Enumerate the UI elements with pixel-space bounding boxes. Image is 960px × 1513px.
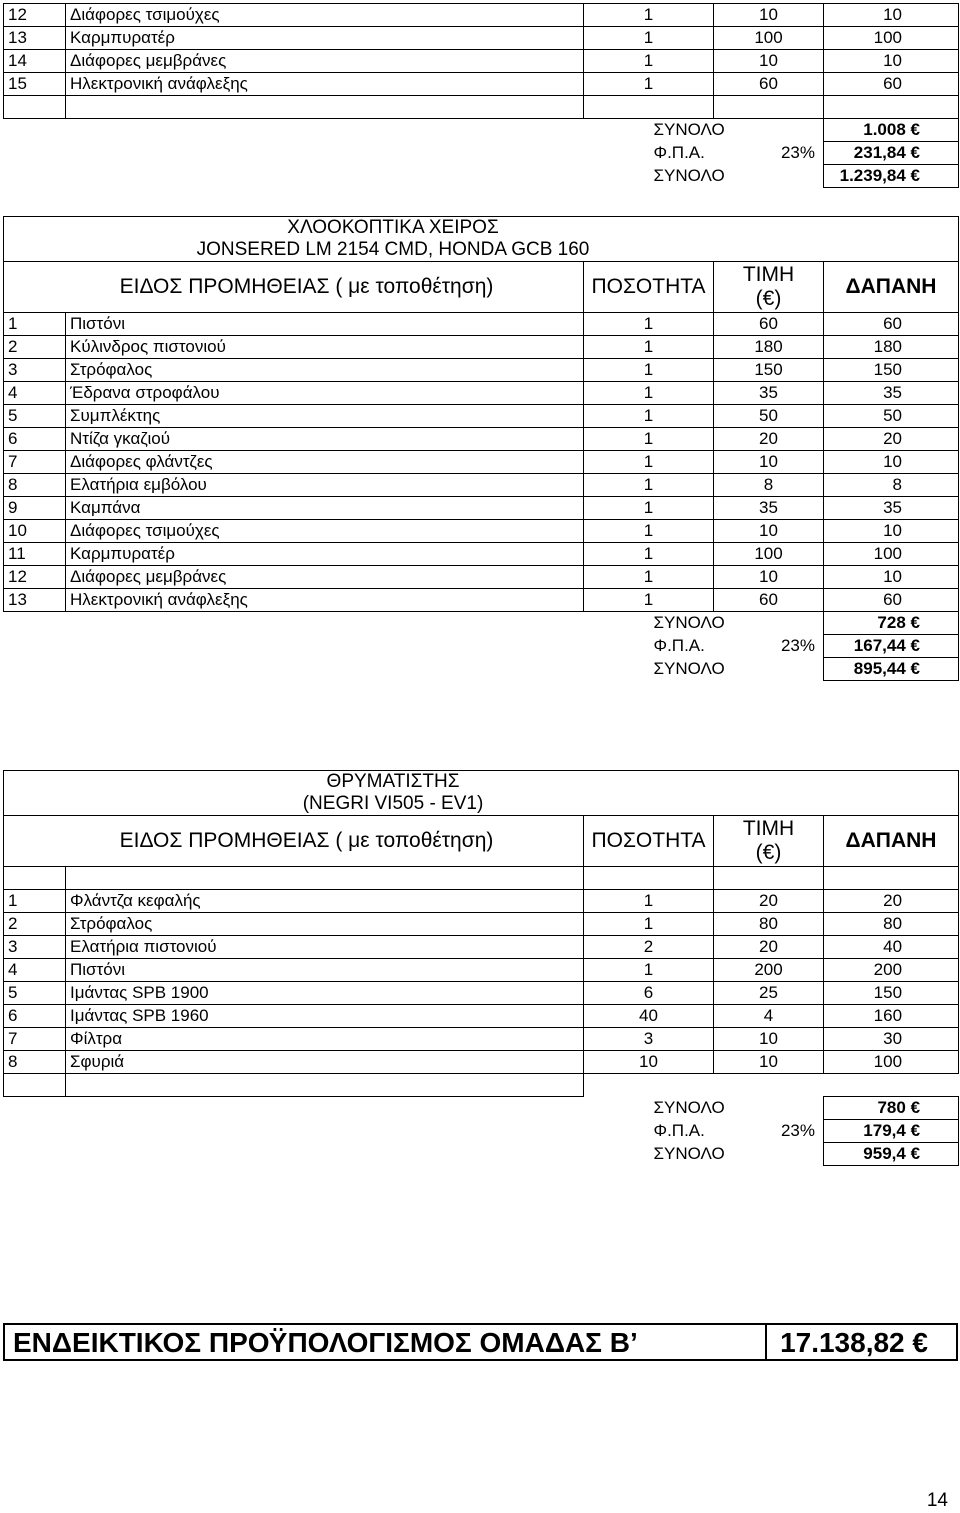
total-value: 895,44 €	[824, 658, 959, 681]
row-cost: 150	[824, 359, 959, 382]
row-price: 20	[714, 890, 824, 913]
row-number: 12	[4, 566, 66, 589]
row-item: Στρόφαλος	[66, 359, 584, 382]
sum-label: ΣΥΝΟΛΟ	[653, 1098, 725, 1117]
row-qty: 1	[584, 451, 714, 474]
row-price: 20	[714, 936, 824, 959]
row-qty: 1	[584, 566, 714, 589]
total-value: 959,4 €	[824, 1143, 959, 1166]
row-cost: 180	[824, 336, 959, 359]
row-qty: 1	[584, 27, 714, 50]
row-qty: 3	[584, 1028, 714, 1051]
vat-value: 231,84 €	[824, 142, 959, 165]
row-price: 20	[714, 428, 824, 451]
vat-label: Φ.Π.Α.	[653, 636, 705, 655]
row-number: 1	[4, 313, 66, 336]
row-cost: 10	[824, 520, 959, 543]
row-number: 10	[4, 520, 66, 543]
row-number: 8	[4, 1051, 66, 1074]
table-row	[4, 4, 959, 27]
table-row	[4, 566, 959, 589]
total-label: ΣΥΝΟΛΟ	[653, 1144, 725, 1163]
row-cost: 50	[824, 405, 959, 428]
row-item: Κύλινδρος πιστονιού	[66, 336, 584, 359]
row-price: 80	[714, 913, 824, 936]
row-item: Φλάντζα κεφαλής	[66, 890, 584, 913]
row-qty: 1	[584, 359, 714, 382]
table-row	[4, 543, 959, 566]
row-price: 10	[714, 520, 824, 543]
sum-value: 728 €	[824, 612, 959, 635]
row-qty: 40	[584, 1005, 714, 1028]
row-number: 13	[4, 589, 66, 612]
row-price: 4	[714, 1005, 824, 1028]
row-number: 5	[4, 982, 66, 1005]
row-price: 35	[714, 497, 824, 520]
row-number: 3	[4, 936, 66, 959]
row-number: 6	[4, 428, 66, 451]
row-cost: 100	[824, 1051, 959, 1074]
row-qty: 1	[584, 589, 714, 612]
row-price: 10	[714, 451, 824, 474]
row-item: Πιστόνι	[66, 959, 584, 982]
row-price: 35	[714, 382, 824, 405]
row-item: Ηλεκτρονική ανάφλεξης	[66, 73, 584, 96]
row-qty: 10	[584, 1051, 714, 1074]
row-item: Διάφορες μεμβράνες	[66, 50, 584, 73]
row-cost: 60	[824, 73, 959, 96]
table-shredder	[3, 770, 959, 1166]
row-cost: 10	[824, 451, 959, 474]
row-item: Ελατήρια εμβόλου	[66, 474, 584, 497]
row-item: Στρόφαλος	[66, 913, 584, 936]
sum-label: ΣΥΝΟΛΟ	[653, 120, 725, 140]
table-row	[4, 520, 959, 543]
table-row	[4, 497, 959, 520]
table-row	[4, 890, 959, 913]
row-item: Ιμάντας SPB 1900	[66, 982, 584, 1005]
row-number: 2	[4, 913, 66, 936]
vat-rate: 23%	[780, 143, 815, 162]
header-cost: ΔΑΠΑΝΗ	[824, 816, 959, 867]
vat-label: Φ.Π.Α.	[653, 1121, 705, 1140]
row-number: 4	[4, 382, 66, 405]
row-cost: 100	[824, 27, 959, 50]
row-number: 3	[4, 359, 66, 382]
row-cost: 30	[824, 1028, 959, 1051]
table-row	[4, 359, 959, 382]
table-row	[4, 959, 959, 982]
page-number: 14	[926, 1490, 948, 1511]
row-item: Καρμπυρατέρ	[66, 543, 584, 566]
header-price: ΤΙΜΗ (€)	[714, 816, 824, 867]
sum-value: 780 €	[824, 1097, 959, 1120]
section-title: ΧΛΟΟΚΟΠΤΙΚΑ ΧΕΙΡΟΣ	[4, 217, 959, 240]
row-price: 200	[714, 959, 824, 982]
header-qty: ΠΟΣΟΤΗΤΑ	[584, 816, 714, 867]
table-row	[4, 1051, 959, 1074]
row-price: 25	[714, 982, 824, 1005]
vat-rate: 23%	[780, 1121, 815, 1140]
header-cost: ΔΑΠΑΝΗ	[824, 262, 959, 313]
row-qty: 1	[584, 4, 714, 27]
row-price: 50	[714, 405, 824, 428]
header-item: ΕΙΔΟΣ ΠΡΟΜΗΘΕΙΑΣ ( με τοποθέτηση)	[4, 816, 584, 867]
row-number: 5	[4, 405, 66, 428]
row-number: 4	[4, 959, 66, 982]
row-cost: 40	[824, 936, 959, 959]
row-qty: 1	[584, 474, 714, 497]
row-item: Διάφορες τσιμούχες	[66, 520, 584, 543]
row-item: Συμπλέκτης	[66, 405, 584, 428]
row-item: Ντίζα γκαζιού	[66, 428, 584, 451]
table-continuation	[3, 3, 959, 188]
row-cost: 60	[824, 589, 959, 612]
row-number: 12	[4, 4, 66, 27]
row-cost: 60	[824, 313, 959, 336]
row-item: Ηλεκτρονική ανάφλεξης	[66, 589, 584, 612]
row-cost: 200	[824, 959, 959, 982]
row-qty: 1	[584, 520, 714, 543]
row-cost: 10	[824, 566, 959, 589]
row-number: 1	[4, 890, 66, 913]
row-price: 100	[714, 27, 824, 50]
row-number: 9	[4, 497, 66, 520]
table-row	[4, 936, 959, 959]
table-row	[4, 982, 959, 1005]
row-cost: 35	[824, 497, 959, 520]
row-cost: 150	[824, 982, 959, 1005]
table-row	[4, 589, 959, 612]
row-cost: 20	[824, 890, 959, 913]
vat-label: Φ.Π.Α.	[653, 143, 705, 162]
table-row	[4, 313, 959, 336]
row-qty: 2	[584, 936, 714, 959]
row-qty: 1	[584, 382, 714, 405]
row-cost: 80	[824, 913, 959, 936]
row-number: 2	[4, 336, 66, 359]
row-item: Καμπάνα	[66, 497, 584, 520]
vat-value: 179,4 €	[824, 1120, 959, 1143]
row-price: 60	[714, 313, 824, 336]
table-row	[4, 474, 959, 497]
table-row	[4, 336, 959, 359]
row-item: Καρμπυρατέρ	[66, 27, 584, 50]
row-qty: 1	[584, 959, 714, 982]
row-item: Έδρανα στροφάλου	[66, 382, 584, 405]
header-qty: ΠΟΣΟΤΗΤΑ	[584, 262, 714, 313]
row-cost: 160	[824, 1005, 959, 1028]
grand-total-box	[3, 1323, 958, 1361]
section-subtitle: JONSERED LM 2154 CMD, HONDA GCB 160	[4, 239, 959, 262]
row-qty: 1	[584, 497, 714, 520]
row-item: Διάφορες φλάντζες	[66, 451, 584, 474]
header-price: ΤΙΜΗ (€)	[714, 262, 824, 313]
row-qty: 1	[584, 50, 714, 73]
row-number: 11	[4, 543, 66, 566]
row-qty: 1	[584, 913, 714, 936]
sum-value: 1.008 €	[824, 119, 959, 142]
table-row	[4, 27, 959, 50]
vat-value: 167,44 €	[824, 635, 959, 658]
table-row	[4, 913, 959, 936]
row-cost: 10	[824, 50, 959, 73]
vat-rate: 23%	[780, 636, 815, 655]
row-price: 10	[714, 566, 824, 589]
row-price: 8	[714, 474, 824, 497]
table-row	[4, 382, 959, 405]
total-label: ΣΥΝΟΛΟ	[653, 166, 725, 185]
table-mower	[3, 216, 959, 681]
table-row	[4, 451, 959, 474]
row-price: 150	[714, 359, 824, 382]
row-qty: 6	[584, 982, 714, 1005]
sum-label: ΣΥΝΟΛΟ	[653, 613, 725, 633]
row-price: 60	[714, 589, 824, 612]
row-price: 180	[714, 336, 824, 359]
row-number: 7	[4, 451, 66, 474]
total-label: ΣΥΝΟΛΟ	[653, 659, 725, 678]
table-row	[4, 1028, 959, 1051]
row-cost: 20	[824, 428, 959, 451]
row-item: Ιμάντας SPB 1960	[66, 1005, 584, 1028]
section-subtitle: (NEGRI VI505 - EV1)	[4, 793, 959, 816]
row-price: 10	[714, 50, 824, 73]
total-value: 1.239,84 €	[824, 165, 959, 188]
row-item: Φίλτρα	[66, 1028, 584, 1051]
table-row	[4, 50, 959, 73]
row-qty: 1	[584, 313, 714, 336]
row-qty: 1	[584, 336, 714, 359]
grand-total-value: 17.138,82 €	[780, 1327, 928, 1358]
row-number: 6	[4, 1005, 66, 1028]
row-cost: 8	[824, 474, 959, 497]
table-row	[4, 73, 959, 96]
section-title: ΘΡΥΜΑΤΙΣΤΗΣ	[4, 771, 959, 794]
row-number: 7	[4, 1028, 66, 1051]
row-qty: 1	[584, 73, 714, 96]
row-price: 10	[714, 4, 824, 27]
table-row	[4, 1005, 959, 1028]
row-price: 10	[714, 1028, 824, 1051]
grand-total-label: ΕΝΔΕΙΚΤΙΚΟΣ ΠΡΟΫΠΟΛΟΓΙΣΜΟΣ ΟΜΑΔΑΣ Β’	[13, 1327, 638, 1358]
row-cost: 100	[824, 543, 959, 566]
row-qty: 1	[584, 543, 714, 566]
table-row	[4, 405, 959, 428]
row-qty: 1	[584, 890, 714, 913]
row-item: Ελατήρια πιστονιού	[66, 936, 584, 959]
row-number: 15	[4, 73, 66, 96]
row-price: 10	[714, 1051, 824, 1074]
row-item: Σφυριά	[66, 1051, 584, 1074]
table-row	[4, 428, 959, 451]
row-price: 60	[714, 73, 824, 96]
row-price: 100	[714, 543, 824, 566]
row-number: 14	[4, 50, 66, 73]
grand-total-divider	[765, 1325, 767, 1361]
row-qty: 1	[584, 428, 714, 451]
row-item: Διάφορες τσιμούχες	[66, 4, 584, 27]
row-cost: 35	[824, 382, 959, 405]
row-number: 8	[4, 474, 66, 497]
row-item: Διάφορες μεμβράνες	[66, 566, 584, 589]
row-qty: 1	[584, 405, 714, 428]
row-number: 13	[4, 27, 66, 50]
header-item: ΕΙΔΟΣ ΠΡΟΜΗΘΕΙΑΣ ( με τοποθέτηση)	[4, 262, 584, 313]
row-item: Πιστόνι	[66, 313, 584, 336]
row-cost: 10	[824, 4, 959, 27]
